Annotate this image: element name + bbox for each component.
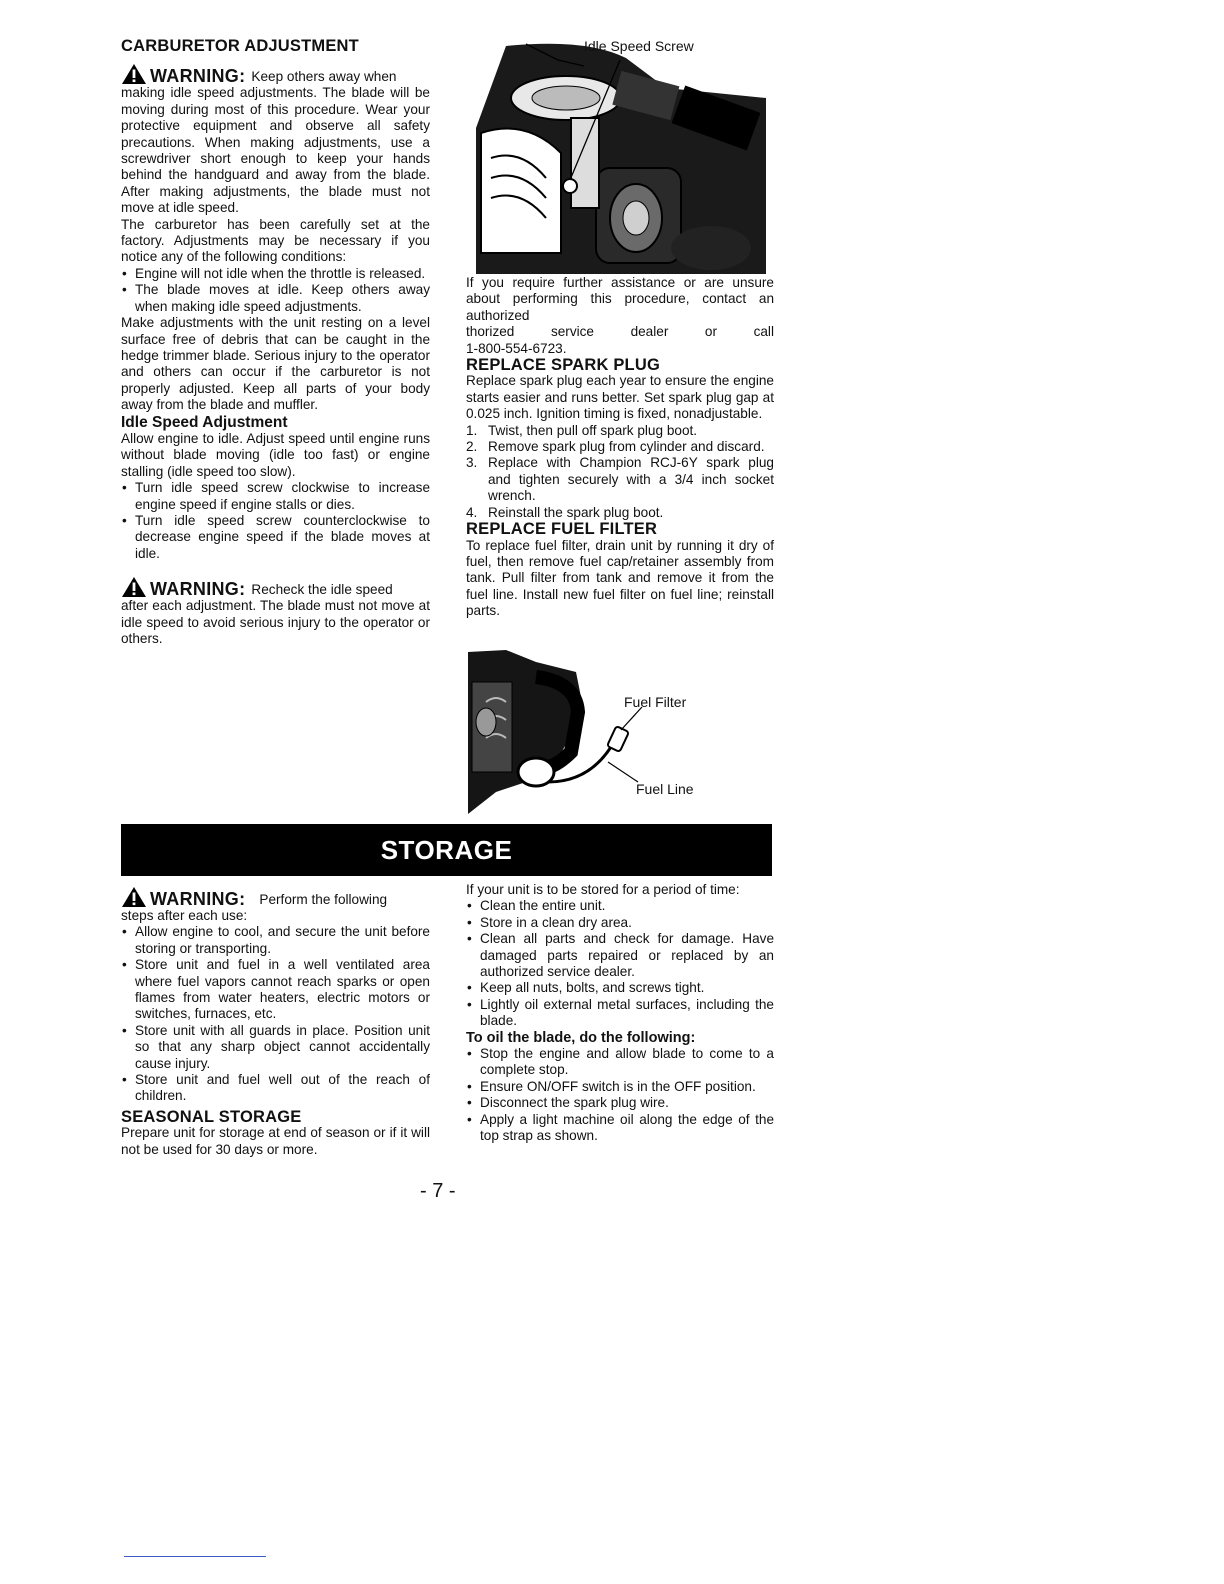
assistance-paragraph: If you require further assistance or are unsure about performing this procedure, contact an authorized — [466, 275, 774, 323]
list-item — [466, 455, 774, 504]
left-column — [121, 38, 430, 647]
fuel-line-label: Fuel Line — [636, 781, 694, 797]
idle-speed-screw-label: Idle Speed Screw — [584, 38, 694, 54]
idle-list — [121, 480, 430, 562]
period-intro: If your unit is to be stored for a period of time: — [466, 882, 740, 897]
idle-speed-screw-figure — [466, 38, 776, 274]
list-item: • Turn idle speed screw counterclockwise to decrease engine speed if the blade moves at idle. — [121, 513, 430, 562]
step-number: 2. — [466, 439, 478, 455]
step-text: Twist, then pull off spark plug boot. — [488, 422, 698, 438]
list-item: • Ensure ON/OFF switch is in the OFF position. — [466, 1079, 774, 1095]
list-item: • Lightly oil external metal surfaces, including the blade. — [466, 997, 774, 1030]
adjustment-paragraph: Make adjustments with the unit resting on a level surface free of debris that can be caught in the hedge trimmer blade. Serious injury to the operator and others can occur if the carburetor is not properly adjusted. Keep all parts of your body away from the blade and muffler. — [121, 315, 430, 413]
storage-warning-line — [121, 886, 430, 908]
list-item: • Clean the entire unit. — [466, 898, 774, 914]
seasonal-storage-heading: SEASONAL STORAGE — [121, 1107, 302, 1126]
warning-line-1 — [121, 63, 430, 85]
list-item: • Store unit with all guards in place. Position unit so that any sharp object cannot accidentally cause injury. — [121, 1023, 430, 1072]
warning-label: WARNING: — [150, 579, 246, 600]
list-item: • Apply a light machine oil along the edge of the top strap as shown. — [466, 1112, 774, 1145]
idle-speed-heading: Idle Speed Adjustment — [121, 413, 288, 431]
word: thorized — [466, 324, 515, 340]
spark-plug-steps — [466, 423, 774, 521]
step-number: 3. — [466, 455, 478, 471]
list-item: • The blade moves at idle. Keep others away when making idle speed adjustments. — [121, 282, 430, 315]
warning-lead: Perform the following — [259, 891, 388, 907]
list-item: • Store unit and fuel well out of the reach of children. — [121, 1072, 430, 1105]
after-use-list — [121, 924, 430, 1104]
step-text: Replace with Champion RCJ-6Y spark plug and tighten securely with a 3/4 inch socket wrench. — [488, 455, 774, 504]
engine-illustration — [466, 38, 776, 274]
list-item: • Clean all parts and check for damage. Have damaged parts repaired or replaced by an authorized service dealer. — [466, 931, 774, 980]
warning-triangle-icon — [121, 63, 147, 85]
conditions-list — [121, 266, 430, 315]
warning-text: making idle speed adjustments. The blade will be moving during most of this procedure. Wear your protective equipment and observe all safety precautions. When making adjustments, use a screwdriver short enough to keep your hands behind the handguard and away from the blade. After making adjustments, the blade must not move at idle speed. — [121, 85, 430, 216]
list-item: • Disconnect the spark plug wire. — [466, 1095, 774, 1111]
warning-label: WARNING: — [150, 889, 246, 909]
word: or — [704, 324, 718, 340]
warning-lead: Keep others away when — [251, 69, 397, 84]
storage-right-column — [466, 882, 774, 1145]
warning-lead: Recheck the idle speed — [251, 581, 393, 597]
list-item: • Engine will not idle when the throttle is released. — [121, 266, 430, 282]
step-number: 1. — [466, 422, 478, 438]
storage-left-column — [121, 886, 430, 1158]
word: call — [753, 324, 774, 340]
fuel-filter-figure — [466, 642, 766, 814]
warning-text: after each adjustment. The blade must not move at idle speed to avoid serious injury to the operator or others. — [121, 598, 430, 646]
word: service — [550, 324, 594, 340]
list-item — [466, 439, 774, 455]
idle-paragraph: Allow engine to idle. Adjust speed until engine runs without blade moving (idle too fast) or engine stalling (idle speed too slow). — [121, 430, 430, 479]
list-item: • Allow engine to cool, and secure the unit before storing or transporting. — [121, 924, 430, 957]
spark-plug-paragraph: Replace spark plug each year to ensure the engine starts easier and runs better. Set spark plug gap at 0.025 inch. Ignition timing is fixed, nonadjustable. — [466, 373, 774, 422]
phone-number: 1-800-554-6723. — [466, 340, 567, 356]
spark-plug-heading: REPLACE SPARK PLUG — [466, 356, 660, 375]
right-column — [466, 275, 774, 620]
carburetor-paragraph: The carburetor has been carefully set at the factory. Adjustments may be necessary if you notice any of the following conditions: — [121, 216, 430, 265]
assistance-line — [466, 324, 774, 340]
fuel-filter-heading: REPLACE FUEL FILTER — [466, 520, 658, 539]
step-number: 4. — [466, 504, 478, 520]
word: dealer — [630, 324, 669, 340]
warning-line-2 — [121, 576, 430, 598]
warning-label: WARNING: — [150, 66, 246, 87]
list-item: • Keep all nuts, bolts, and screws tight. — [466, 980, 774, 996]
list-item — [466, 423, 774, 439]
list-item: • Store unit and fuel in a well ventilated area where fuel vapors cannot reach sparks or open flames from water heaters, electric motors or switches, furnaces, etc. — [121, 957, 430, 1023]
page-number: - 7 - — [420, 1180, 456, 1202]
warning-triangle-icon — [121, 886, 147, 908]
list-item: • Turn idle speed screw clockwise to increase engine speed if engine stalls or dies. — [121, 480, 430, 513]
step-text: Remove spark plug from cylinder and discard. — [488, 439, 765, 455]
step-text: Reinstall the spark plug boot. — [488, 504, 664, 520]
fuel-filter-paragraph: To replace fuel filter, drain unit by running it dry of fuel, then remove fuel cap/retainer assembly from tank. Pull filter from tank and remove it from the fuel line. Install new fuel filter on fuel line; reinstall parts. — [466, 537, 774, 619]
warning-triangle-icon — [121, 576, 147, 598]
list-item: • Stop the engine and allow blade to come to a complete stop. — [466, 1046, 774, 1079]
list-item — [466, 505, 774, 521]
footer-rule — [124, 1556, 266, 1557]
storage-title: STORAGE — [380, 834, 513, 865]
fuel-filter-label: Fuel Filter — [624, 694, 687, 710]
list-item: • Store in a clean dry area. — [466, 915, 774, 931]
storage-banner — [121, 824, 772, 876]
oil-blade-list — [466, 1046, 774, 1144]
oil-blade-heading: To oil the blade, do the following: — [466, 1029, 696, 1046]
carburetor-heading: CARBURETOR ADJUSTMENT — [121, 37, 359, 55]
seasonal-storage-paragraph: Prepare unit for storage at end of season or if it will not be used for 30 days or more. — [121, 1125, 430, 1157]
fuel-filter-illustration — [466, 642, 766, 814]
period-list — [466, 898, 774, 1029]
warning-text: steps after each use: — [121, 908, 248, 923]
